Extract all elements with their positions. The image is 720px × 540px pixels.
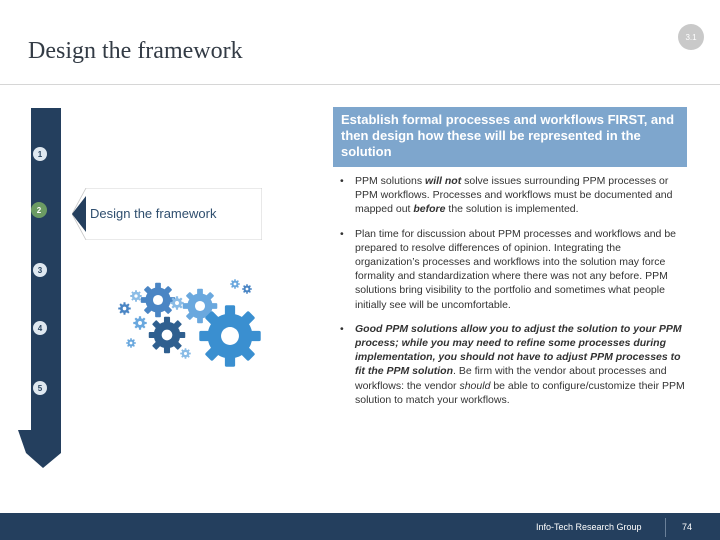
step-2: 2 — [31, 202, 47, 218]
bullet-list — [340, 174, 685, 417]
step-5: 5 — [33, 381, 47, 395]
bullet-item — [340, 322, 685, 407]
bullet-text: the solution is implemented. — [445, 203, 579, 216]
page-number: 74 — [682, 522, 693, 532]
process-arrow — [6, 108, 61, 468]
footer-divider — [665, 518, 666, 537]
bullet-marker: • — [340, 175, 344, 187]
bullet-item — [340, 174, 685, 217]
bullet-item — [340, 227, 685, 312]
bullet-emphasis: will not — [425, 175, 462, 187]
page-title: Design the framework — [28, 38, 243, 64]
headline-box: Establish formal processes and workflows FIRST, and then design how these will be represented in the solution — [333, 107, 687, 167]
bullet-text: be able to configure/customize their PPM solution to match your workflows. — [355, 379, 685, 406]
slide-number-badge: 3.1 — [678, 24, 704, 50]
bullet-text: Plan time for discussion about PPM processes and workflows and be prepared to resolve differences of opinion. Integrating the organization’s processes and workflows into the solution may force formality and standardization where there was not any before. PPM solutions bring visibility to the portfolio and sometimes what people initially see will be uncomfortable. — [355, 227, 676, 311]
bullet-text: solve issues surrounding PPM processes or PPM workflows. Processes and workflows must be documented and mapped out — [355, 175, 673, 216]
step-4: 4 — [33, 321, 47, 335]
bullet-marker: • — [340, 322, 344, 335]
bullet-emphasis: before — [413, 203, 446, 216]
bullet-emphasis: Good PPM solutions allow you to adjust the solution to your PPM process; while you may need to refine some processes during implementation, you should not have to adjust PPM processes to fit the PPM solution — [355, 322, 682, 378]
callout-label: Design the framework — [90, 206, 217, 221]
bullet-marker: • — [340, 227, 344, 240]
step-3: 3 — [33, 263, 47, 277]
step-1: 1 — [33, 147, 47, 161]
gears-icon — [100, 270, 300, 380]
bullet-text: PPM solutions — [355, 175, 426, 187]
title-divider — [0, 84, 720, 85]
bullet-text: . Be firm with the vendor about processes and workflows: the vendor — [355, 365, 667, 392]
bullet-emphasis: should — [459, 379, 491, 392]
footer-org: Info-Tech Research Group — [536, 522, 642, 532]
